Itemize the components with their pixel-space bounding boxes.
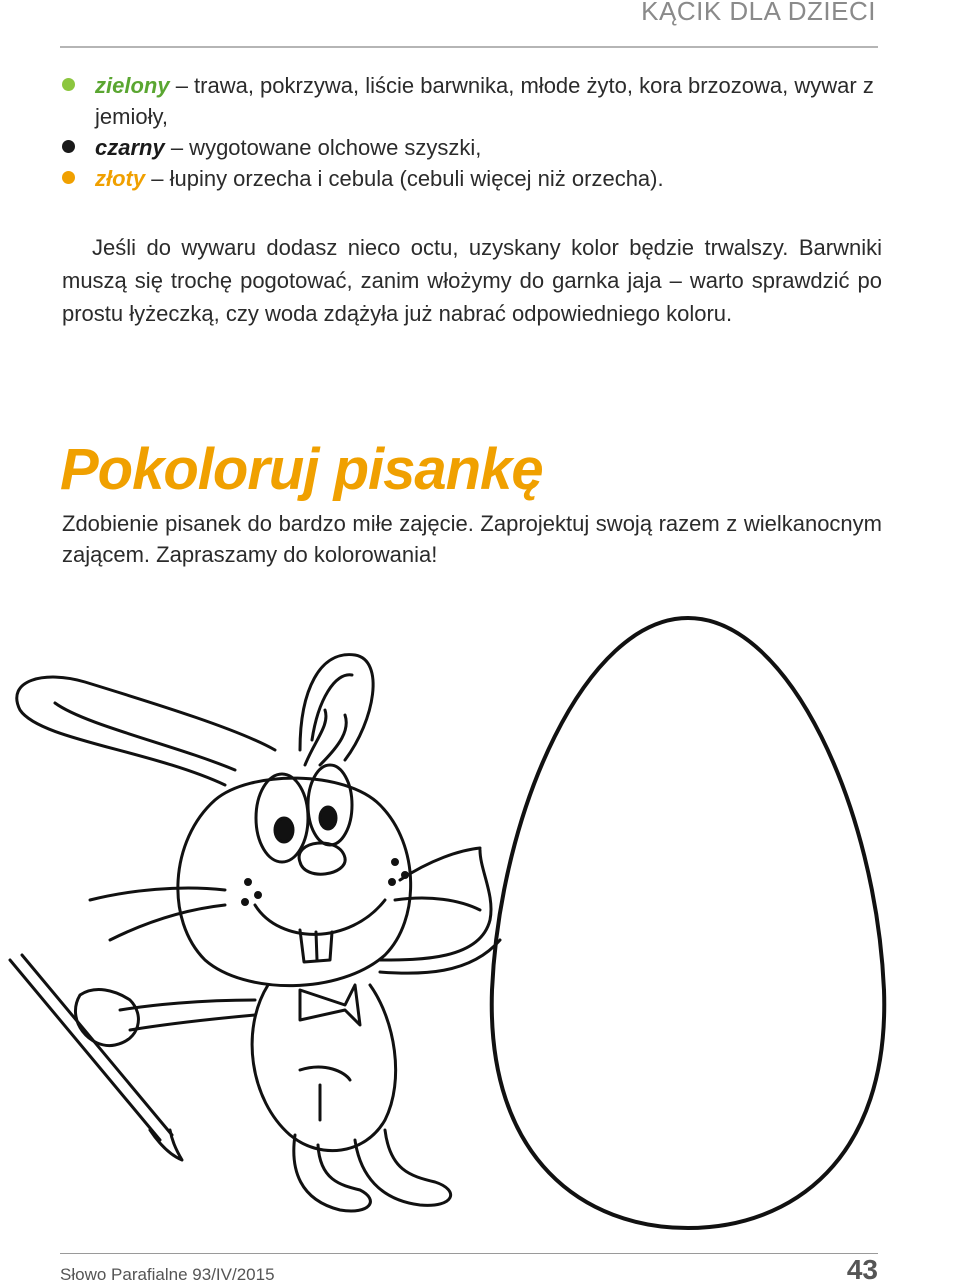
color-name: złoty bbox=[95, 166, 146, 191]
easter-egg-outline bbox=[492, 618, 885, 1228]
page-number: 43 bbox=[846, 1254, 878, 1285]
bunny-right-eye bbox=[308, 765, 352, 845]
color-description: – trawa, pokrzywa, liście barwnika, młode żyto, kora brzozowa, wywar z jemioły, bbox=[95, 73, 874, 129]
color-description: – wygotowane olchowe szyszki, bbox=[164, 135, 482, 160]
bullet-icon bbox=[62, 78, 75, 91]
bullet-icon bbox=[62, 140, 75, 153]
bunny-right-leg bbox=[355, 1130, 451, 1205]
bunny-bow-tie bbox=[300, 985, 360, 1025]
paintbrush bbox=[10, 955, 172, 1140]
bullet-icon bbox=[62, 171, 75, 184]
bunny-left-arm bbox=[120, 1000, 255, 1010]
bunny-left-ear bbox=[17, 677, 275, 785]
intro-paragraph: Zdobienie pisanek do bardzo miłe zajęcie. Zaprojektuj swoją razem z wielkanocnym zającem. Zapraszamy do kolorowania! bbox=[62, 511, 882, 567]
footer-divider bbox=[60, 1253, 878, 1254]
list-item bbox=[62, 163, 892, 194]
publication-name: Słowo Parafialne 93/IV/2015 bbox=[60, 1265, 275, 1284]
header-divider bbox=[60, 46, 878, 48]
bunny-head bbox=[178, 778, 411, 986]
list-item bbox=[62, 70, 892, 132]
list-item bbox=[62, 132, 892, 163]
color-description: – łupiny orzecha i cebula (cebuli więcej niż orzecha). bbox=[145, 166, 664, 191]
bunny-mouth bbox=[255, 900, 385, 934]
dye-color-list bbox=[62, 70, 892, 194]
section-header: KĄCIK DLA DZIECI bbox=[641, 0, 876, 26]
bunny-raised-arm bbox=[380, 850, 491, 960]
body-paragraph: Jeśli do wywaru dodasz nieco octu, uzyskany kolor będzie trwalszy. Barwniki muszą się trochę pogotować, zanim włożymy do garnka jaja – warto sprawdzić po prostu łyżeczką, czy woda zdążyła już nabrać odpowiedniego koloru. bbox=[62, 235, 882, 326]
color-name: zielony bbox=[95, 73, 170, 98]
color-name: czarny bbox=[95, 135, 165, 160]
bunny-left-leg bbox=[294, 1135, 371, 1211]
bunny-nose bbox=[299, 843, 345, 874]
coloring-illustration bbox=[0, 600, 960, 1230]
page-title: Pokoloruj pisankę bbox=[60, 437, 543, 502]
